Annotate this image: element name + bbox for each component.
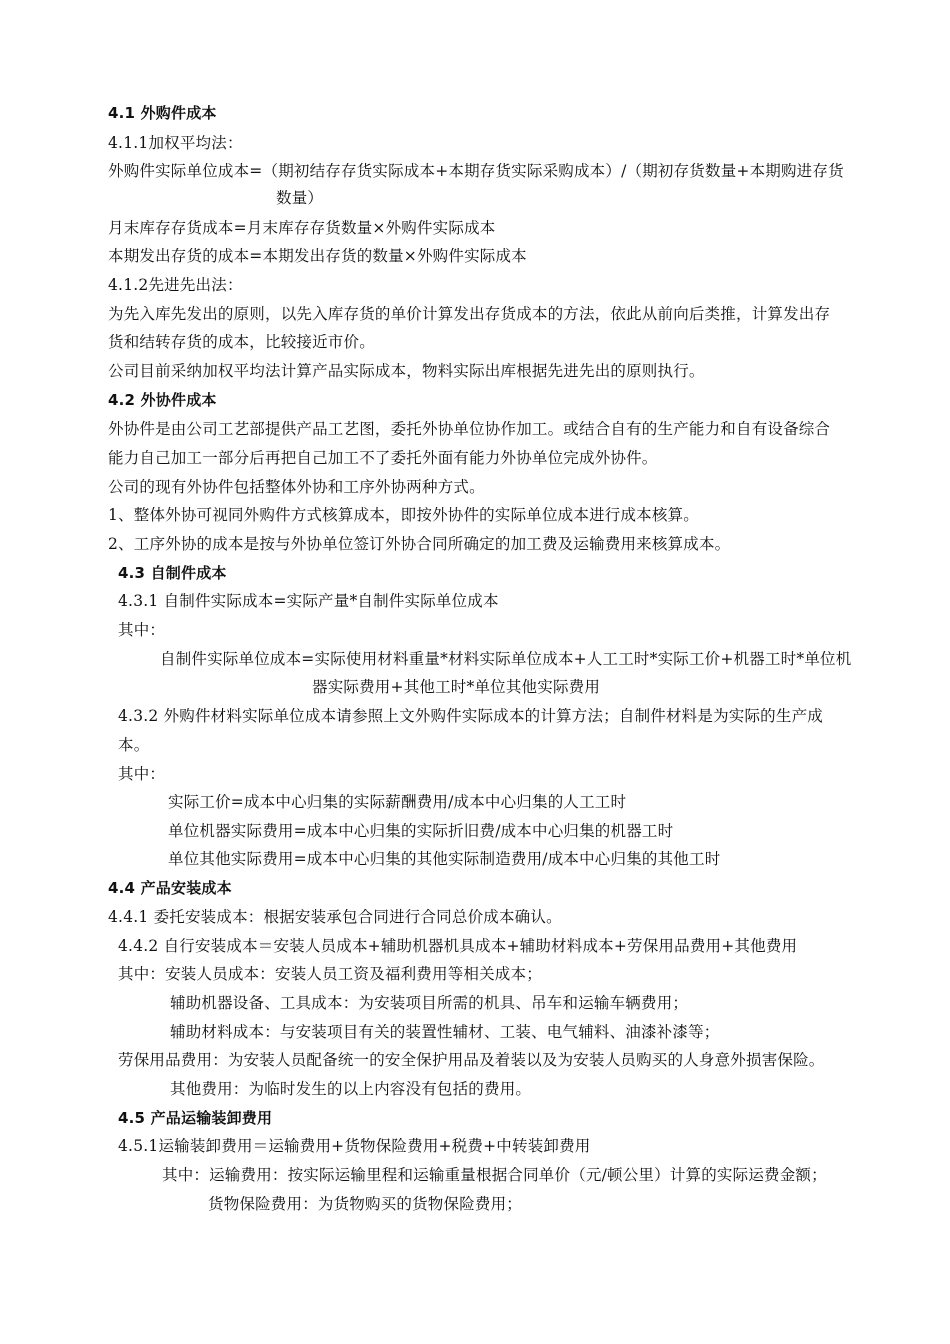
formula-line: 外购件实际单位成本=（期初结存存货实际成本+本期存货实际采购成本）/（期初存货数量+本期购进存货: [108, 162, 844, 180]
subsection-4-1-2: 4.1.2先进先出法：: [108, 276, 243, 294]
formula-line: 数量）: [276, 189, 324, 207]
list-item: 辅助机器设备、工具成本：为安装项目所需的机具、吊车和运输车辆费用；: [170, 994, 689, 1012]
list-item: 1、整体外协可视同外购件方式核算成本，即按外协件的实际单位成本进行成本核算。: [108, 506, 699, 524]
paragraph-line: 货和结转存货的成本，比较接近市价。: [108, 333, 375, 351]
paragraph-line: 公司的现有外协件包括整体外协和工序外协两种方式。: [108, 478, 485, 496]
paragraph-line: 能力自己加工一部分后再把自己加工不了委托外面有能力外协单位完成外协件。: [108, 449, 658, 467]
paragraph-line: 外协件是由公司工艺部提供产品工艺图，委托外协单位协作加工。或结合自有的生产能力和自有设备综合: [108, 420, 831, 438]
paragraph-line: 为先入库先发出的原则，以先入库存货的单价计算发出存货成本的方法，依此从前向后类推，计算发出存: [108, 305, 831, 323]
section-4-4-title: 4.4 产品安装成本: [108, 879, 232, 897]
definition-line: 实际工价=成本中心归集的实际薪酬费用/成本中心归集的人工工时: [168, 793, 627, 811]
section-4-5-title: 4.5 产品运输装卸费用: [118, 1109, 273, 1127]
list-item: 其中：安装人员成本：安装人员工资及福利费用等相关成本；: [118, 965, 542, 983]
subsection-4-3-1: 4.3.1 自制件实际成本=实际产量*自制件实际单位成本: [118, 592, 499, 610]
section-4-1-title: 4.1 外购件成本: [108, 104, 217, 122]
list-item: 其中：运输费用：按实际运输里程和运输重量根据合同单价（元/顿公里）计算的实际运费金额；: [162, 1166, 827, 1184]
formula-line: 自制件实际单位成本=实际使用材料重量*材料实际单位成本+人工工时*实际工价+机器工时*单位机: [160, 650, 852, 668]
section-4-3-title: 4.3 自制件成本: [118, 564, 227, 582]
formula-line: 器实际费用+其他工时*单位其他实际费用: [312, 678, 601, 696]
formula-line: 本期发出存货的成本=本期发出存货的数量×外购件实际成本: [108, 247, 527, 265]
subsection-4-4-2: 4.4.2 自行安装成本＝安装人员成本+辅助机器机具成本+辅助材料成本+劳保用品费用+其他费用: [118, 937, 798, 955]
where-label: 其中：: [118, 621, 166, 639]
subsection-4-4-1: 4.4.1 委托安装成本：根据安装承包合同进行合同总价成本确认。: [108, 908, 562, 926]
subsection-4-3-2: 本。: [118, 736, 150, 754]
list-item: 货物保险费用：为货物购买的货物保险费用；: [208, 1195, 523, 1213]
formula-line: 月末库存存货成本=月末库存存货数量×外购件实际成本: [108, 219, 496, 237]
definition-line: 单位机器实际费用=成本中心归集的实际折旧费/成本中心归集的机器工时: [168, 822, 674, 840]
paragraph-line: 公司目前采纳加权平均法计算产品实际成本，物料实际出库根据先进先出的原则执行。: [108, 362, 705, 380]
list-item: 其他费用：为临时发生的以上内容没有包括的费用。: [170, 1080, 532, 1098]
list-item: 劳保用品费用：为安装人员配备统一的安全保护用品及着装以及为安装人员购买的人身意外损害保险。: [118, 1051, 825, 1069]
list-item: 2、工序外协的成本是按与外协单位签订外协合同所确定的加工费及运输费用来核算成本。: [108, 535, 731, 553]
where-label: 其中：: [118, 765, 166, 783]
list-item: 辅助材料成本：与安装项目有关的装置性辅材、工装、电气辅料、油漆补漆等；: [170, 1023, 720, 1041]
definition-line: 单位其他实际费用=成本中心归集的其他实际制造费用/成本中心归集的其他工时: [168, 850, 721, 868]
subsection-4-1-1: 4.1.1加权平均法：: [108, 134, 243, 152]
section-4-2-title: 4.2 外协件成本: [108, 391, 217, 409]
subsection-4-5-1: 4.5.1运输装卸费用＝运输费用+货物保险费用+税费+中转装卸费用: [118, 1137, 591, 1155]
subsection-4-3-2: 4.3.2 外购件材料实际单位成本请参照上文外购件实际成本的计算方法；自制件材料是为实际的生产成: [118, 707, 823, 725]
